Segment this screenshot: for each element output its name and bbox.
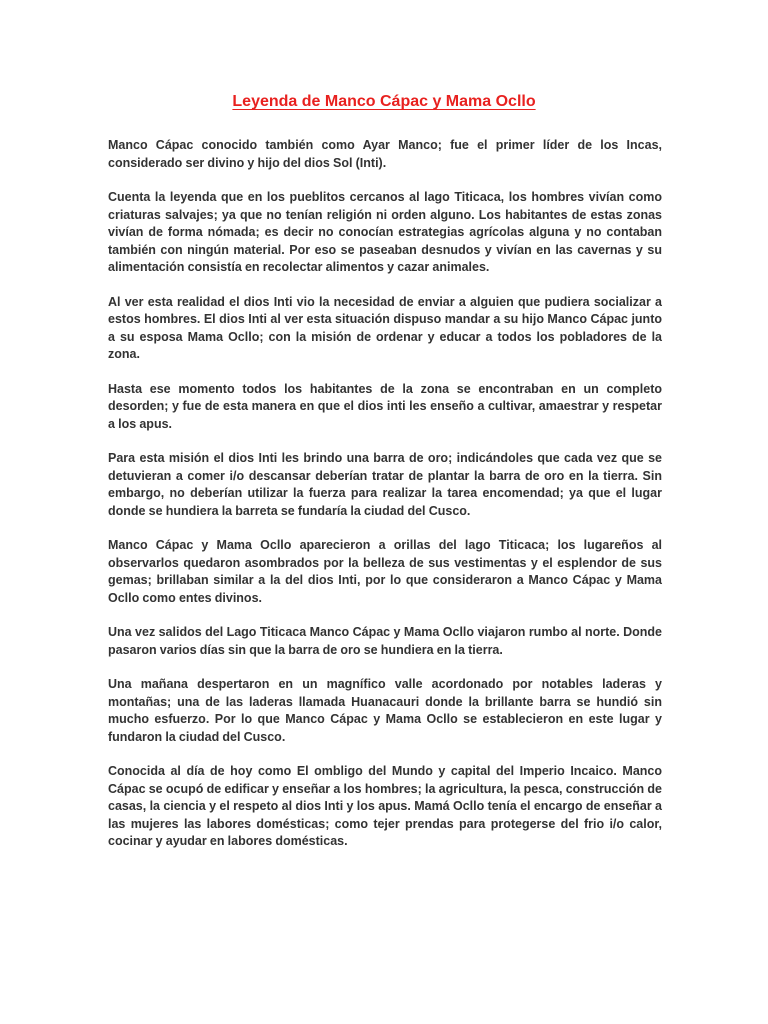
paragraph: Hasta ese momento todos los habitantes de la zona se encontraban en un completo desorden; y fue de esta manera en que el dios inti les enseño a cultivar, amaestrar y respetar a los apus.	[108, 381, 662, 431]
document-body	[108, 137, 662, 868]
paragraph: Una vez salidos del Lago Titicaca Manco Cápac y Mama Ocllo viajaron rumbo al norte. Donde pasaron varios días sin que la barra de oro se hundiera en la tierra.	[108, 625, 662, 657]
paragraph: Una mañana despertaron en un magnífico valle acordonado por notables laderas y montañas; una de las laderas llamada Huanacauri donde la brillante barra se hundió sin mucho esfuerzo. Por lo que Manco Cápac y Mama Ocllo se establecieron en este lugar y fundaron la ciudad del Cusco.	[108, 677, 662, 744]
document-title: Leyenda de Manco Cápac y Mama Ocllo	[232, 93, 536, 110]
paragraph: Cuenta la leyenda que en los pueblitos cercanos al lago Titicaca, los hombres vivían como criaturas salvajes; ya que no tenían religión ni orden alguno. Los habitantes de estas zonas vivían de forma nómada; es decir no conocían estrategias agrícolas alguna y no contaban también con ningún material. Por eso se paseaban desnudos y vivían en las cavernas y su alimentación consistía en recolectar alimentos y cazar animales.	[108, 190, 662, 274]
paragraph: Conocida al día de hoy como El ombligo del Mundo y capital del Imperio Incaico. Manco Cápac se ocupó de edificar y enseñar a los hombres; la agricultura, la pesca, construcción de casas, la ciencia y el respeto al dios Inti y los apus. Mamá Ocllo tenía el encargo de enseñar a las mujeres las labores domésticas; como tejer prendas para protegerse del frio i/o calor, cocinar y ayudar en labores domésticas.	[108, 764, 662, 848]
paragraph: Manco Cápac conocido también como Ayar Manco; fue el primer líder de los Incas, considerado ser divino y hijo del dios Sol (Inti).	[108, 138, 662, 170]
paragraph: Para esta misión el dios Inti les brindo una barra de oro; indicándoles que cada vez que se detuvieran a comer i/o descansar deberían tratar de plantar la barra de oro en la tierra. Sin embargo, no deberían utilizar la fuerza para realizar la tarea encomendad; ya que el lugar donde se hundiera la barreta se fundaría la ciudad del Cusco.	[108, 451, 662, 518]
paragraph: Al ver esta realidad el dios Inti vio la necesidad de enviar a alguien que pudiera socializar a estos hombres. El dios Inti al ver esta situación dispuso mandar a su hijo Manco Cápac junto a su esposa Mama Ocllo; con la misión de ordenar y educar a todos los pobladores de la zona.	[108, 294, 662, 361]
paragraph: Manco Cápac y Mama Ocllo aparecieron a orillas del lago Titicaca; los lugareños al observarlos quedaron asombrados por la belleza de sus vestimentas y el esplendor de sus gemas; brillaban similar a la del dios Inti, por lo que consideraron a Manco Cápac y Mama Ocllo como entes divinos.	[108, 538, 662, 605]
